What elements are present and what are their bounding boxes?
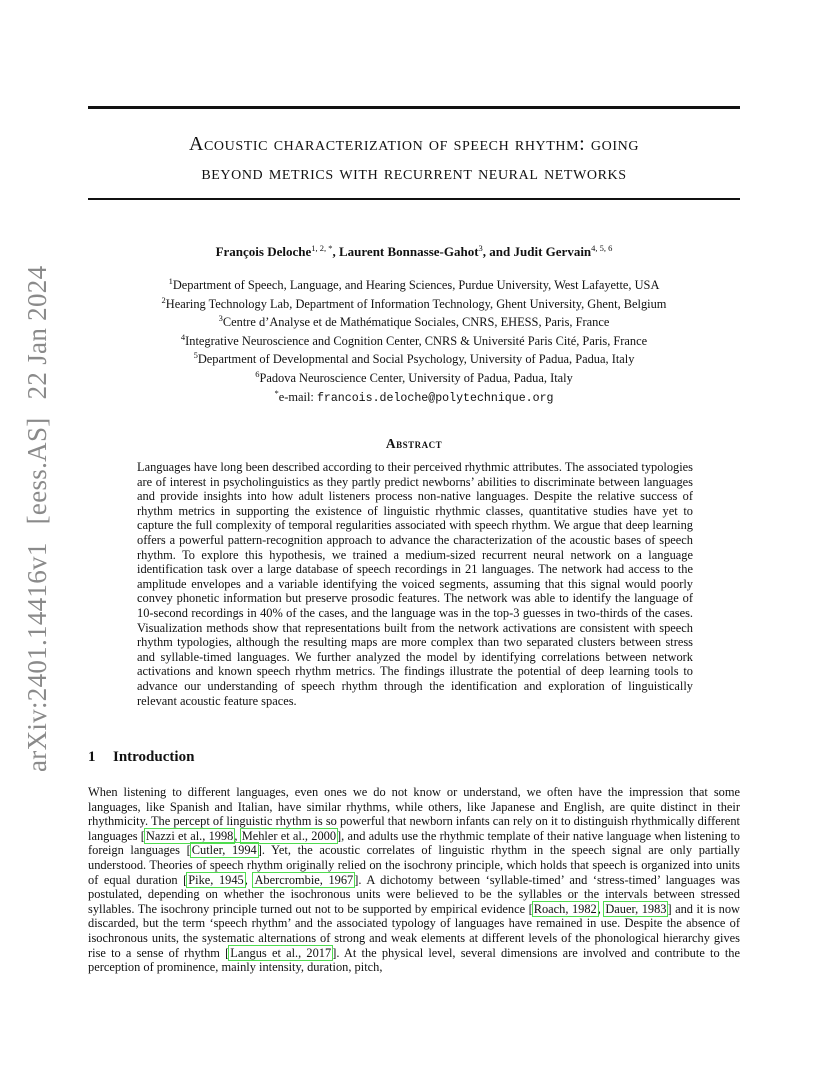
intro-text: , — [234, 828, 241, 843]
affiliation-list — [88, 274, 740, 406]
intro-text: ]. Yet, the acoustic correlates of linguistic rhythm in the speech signal are only partially understood. Theories of speech rhythm originally relied on the isochrony principle, which holds that speech is organized into units of equal duration [ — [88, 843, 740, 887]
section-title: Introduction — [113, 749, 195, 765]
intro-text: ], and adults use the rhythmic template of their native language when listening to foreign languages [ — [88, 828, 740, 858]
affiliation-line: $^4$Integrative Neuroscience and Cognition Center, CNRS & Université Paris Cité, Paris, France — [180, 331, 648, 348]
citation-link[interactable]: Pike, 1945 — [188, 872, 244, 887]
affiliation-line: $^3$Centre d’Analyse et de Mathématique Sociales, CNRS, EHESS, Paris, France — [218, 313, 610, 330]
abstract-text: Languages have long been described according to their perceived rhythmic attributes. The associated typologies are of interest in psycholinguistics as they partly predict newborns’ abilities to discriminate between languages and provide insights into how adult listeners process non-native languages. Despite the relative success of rhythm metrics in supporting the existence of linguistic rhythmic classes, quantitative studies have yet to capture the full complexity of temporal regularities associated with speech rhythm. We argue that deep learning offers a powerful pattern-recognition approach to advance the characterization of the acoustic bases of speech rhythm. To explore this hypothesis, we trained a medium-sized recurrent neural network on a language identification task over a large database of speech recordings in 21 languages. The network had access to the amplitude envelopes and a variable identifying the voiced segments, assuming that this signal would poorly convey phonetic information but preserve prosodic features. The network was able to identify the language of 10-second recordings in 40% of the cases, and the language was in the top-3 guesses in two-thirds of the cases. Visualization methods show that representations built from the network activations are consistent with speech rhythm typologies, although the resulting maps are more complex than two separated clusters between stress and syllable-timed languages. We further analyzed the model by identifying correlations between network activations and known speech rhythm metrics. The findings illustrate the potential of deep learning tools to advance our understanding of speech rhythm through the identification and exploration of linguistically relevant acoustic feature spaces. — [137, 460, 693, 708]
title-line-1: Acoustic characterization of speech rhythm: going — [188, 133, 640, 155]
section-heading — [88, 749, 194, 766]
arxiv-date: 22 Jan 2024 — [22, 265, 52, 400]
citation-link[interactable]: Nazzi et al., 1998 — [145, 828, 234, 843]
citation-link[interactable]: Roach, 1982 — [533, 901, 597, 916]
introduction-paragraph — [88, 785, 740, 975]
arxiv-side-stamp — [22, 266, 53, 772]
citation-link[interactable]: Abercrombie, 1967 — [254, 872, 354, 887]
title-bottom-rule — [88, 198, 740, 200]
author-affil-marks: 1, 2, * — [311, 243, 333, 253]
intro-text: ] and it is now discarded, but the term ‘speech rhythm’ and the associated typology of languages have remained in use. Despite the absence of isochronous units, the systematic alternations of strong and weak elements at different levels of the phonological hierarchy gives rise to a sense of rhythm [ — [88, 901, 740, 960]
intro-text: , — [597, 901, 605, 916]
title-line-2: beyond metrics with recurrent neural networks — [201, 162, 627, 184]
author-affil-marks: 4, 5, 6 — [591, 243, 613, 253]
paper-title — [88, 130, 740, 188]
affiliation-line: $^1$Department of Speech, Language, and Hearing Sciences, Purdue University, West Lafayette, USA — [168, 276, 660, 292]
section-number: 1 — [88, 749, 96, 765]
intro-text: When listening to different languages, even ones we do not know or understand, we often have the impression that some languages, like Spanish and Italian, have similar rhythms, while others, like Japanese and English, are quite distinct in their rhythmicity. The percept of linguistic rhythm is so powerful that newborn infants can rely on it to distinguish rhythmically different languages [ — [88, 785, 740, 843]
affiliation-line: $^5$Department of Developmental and Social Psychology, University of Padua, Padua, Italy — [193, 350, 635, 367]
author-name: Laurent Bonnasse-Gahot — [339, 244, 479, 259]
author-affil-marks: 3 — [478, 243, 483, 253]
email-address[interactable]: francois.deloche@polytechnique.org — [316, 391, 554, 405]
author-name: François Deloche — [215, 244, 312, 259]
intro-text: , — [244, 872, 254, 887]
email-line: *e-mail: francois.deloche@polytechnique.org — [274, 387, 554, 405]
citation-link[interactable]: Langus et al., 2017 — [230, 945, 332, 960]
intro-text: ]. A dichotomy between ‘syllable-timed’ and ‘stress-timed’ languages was postulated, depending on whether the isochronous units were believed to be the syllables or the intervals between stressed syllables. The isochrony principle turned out not to be supported by empirical evidence [ — [88, 872, 740, 916]
citation-link[interactable]: Dauer, 1983 — [605, 901, 667, 916]
affiliation-line: $^2$Hearing Technology Lab, Department of Information Technology, Ghent University, Ghent, Belgium — [161, 294, 667, 311]
citation-link[interactable]: Cutler, 1994 — [191, 843, 257, 858]
title-top-rule — [88, 106, 740, 109]
author-list: François Deloche$^{1, 2, *}$, Laurent Bonnasse-Gahot$^3$, and Judit Gervain$^{4, 5, 6}$ — [215, 243, 613, 259]
abstract-heading: Abstract — [385, 436, 443, 451]
affiliation-line: $^6$Padova Neuroscience Center, University of Padua, Padua, Italy — [255, 368, 573, 385]
citation-link[interactable]: Mehler et al., 2000 — [241, 828, 337, 843]
intro-text: ]. At the physical level, several dimensions are involved and contribute to the perception of prominence, mainly intensity, duration, pitch, — [88, 945, 740, 975]
arxiv-category: [eess.AS] — [22, 417, 52, 525]
arxiv-id: arXiv:2401.14416v1 — [22, 542, 52, 772]
author-name: Judit Gervain — [513, 244, 592, 259]
